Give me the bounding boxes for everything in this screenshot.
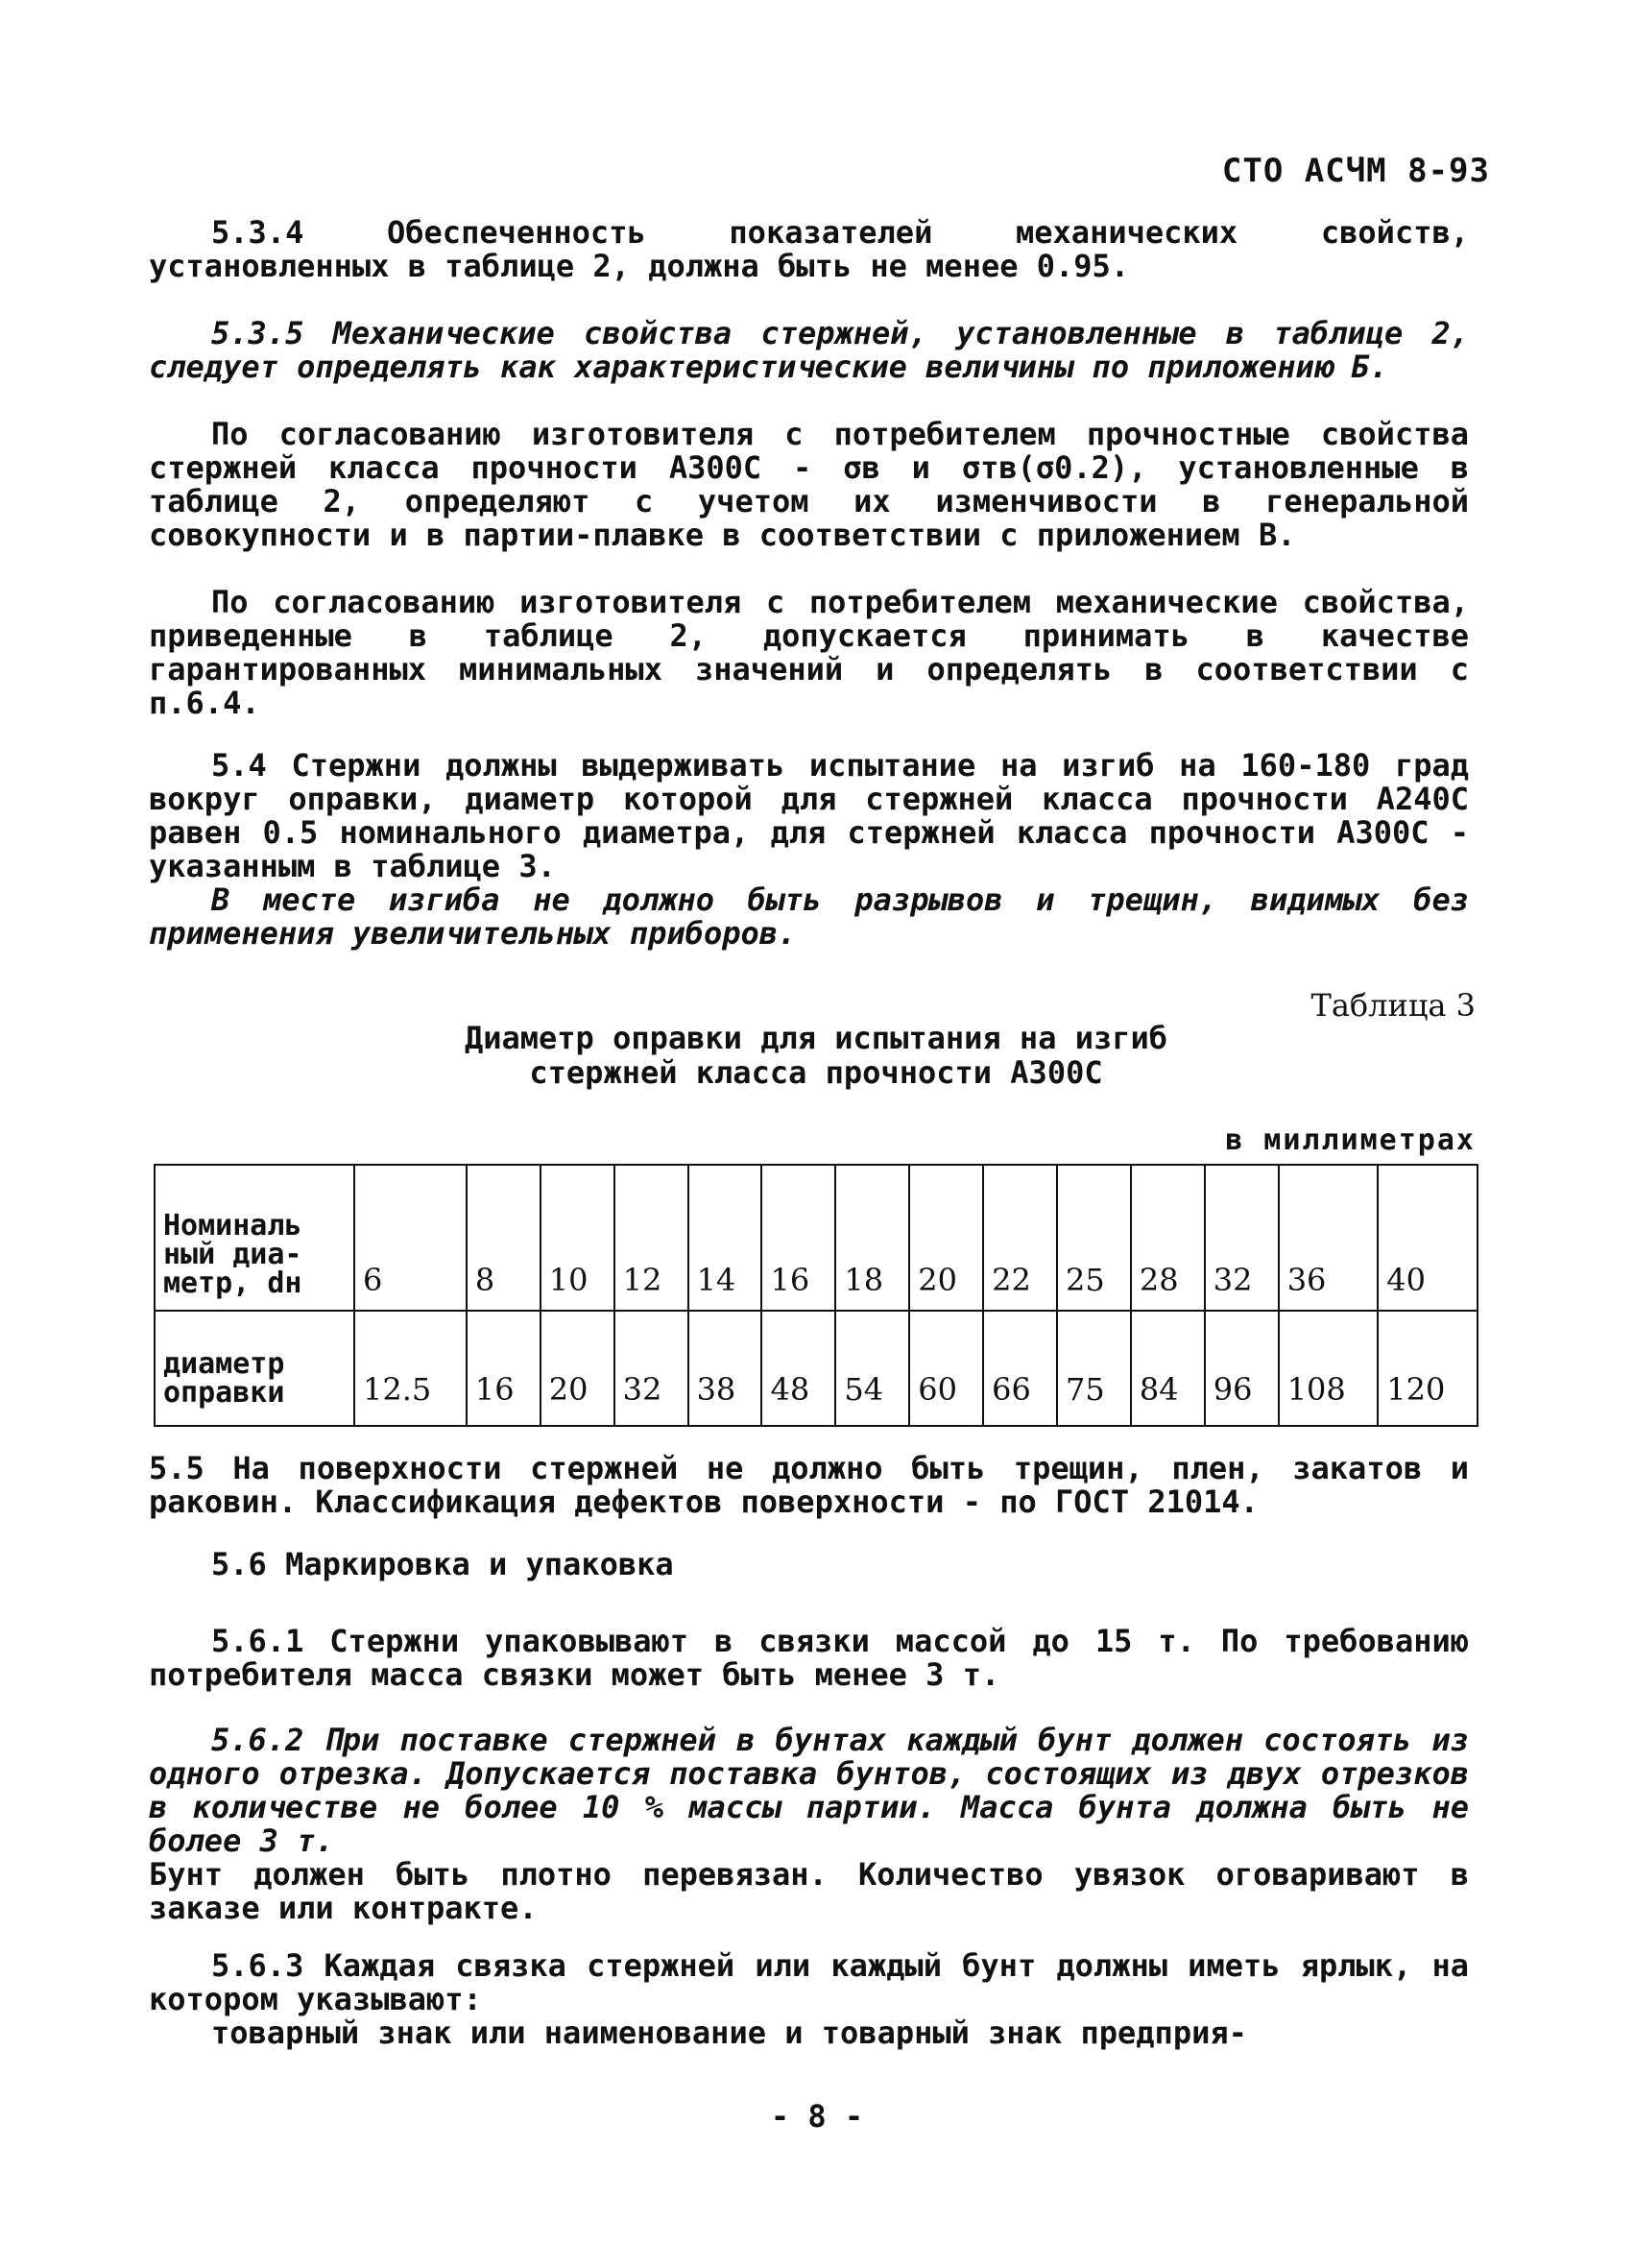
paragraph-5-5: 5.5 На поверхности стержней не должно быть трещин, плен, закатов и раковин. Классификация дефектов поверхности - по ГОСТ 21014.: [149, 1450, 1469, 1520]
paragraph-5-6-2: 5.6.2 При поставке стержней в бунтах каждый бунт должен состоять из одного отрезка. Допускается поставка бунтов, состоящих из двух отрезков в количестве не более 10 % массы партии. Масса бунта должна быть не более 3 т.: [149, 1722, 1469, 1859]
paragraph-5-4: 5.4 Стержни должны выдерживать испытание на изгиб на 160-180 град вокруг оправки, диаметр которой для стержней класса прочности А240С равен 0.5 номинального диаметра, для стержней класса прочности А300С - указанным в таблице 3.: [149, 747, 1469, 884]
table-cell: 108: [1279, 1311, 1379, 1426]
paragraph-5-6-2-binding: Бунт должен быть плотно перевязан. Количество увязок оговаривают в заказе или контракте.: [149, 1856, 1469, 1926]
table-cell: 32: [614, 1311, 688, 1426]
paragraph-5-3-5-strength: По согласованию изготовителя с потребителем прочностные свойства стержней класса прочности А300С - σв и σтв(σ0.2), установленные в таблице 2, определяют с учетом их изменчивости в генеральной совокупности и в партии-плавке в соответствии с приложением В.: [149, 416, 1469, 553]
section-heading-5-6: 5.6 Маркировка и упаковка: [211, 1546, 674, 1582]
table-cell: 12: [614, 1165, 688, 1311]
paragraph-5-4-bend: В месте изгиба не должно быть разрывов и трещин, видимых без применения увеличительных приборов.: [149, 881, 1469, 952]
table-cell: 96: [1205, 1311, 1279, 1426]
paragraph-5-3-5-minimum: По согласованию изготовителя с потребителем механические свойства, приведенные в таблице 2, допускается принимать в качестве гарантированных минимальных значений и определять в соответствии с п.6.4.: [149, 584, 1469, 721]
table-cell: 16: [761, 1165, 835, 1311]
table-cell: 20: [909, 1165, 983, 1311]
table-title: Диаметр оправки для испытания на изгиб стержней класса прочности А300С: [464, 1020, 1168, 1091]
table-cell: 10: [541, 1165, 614, 1311]
table-cell: 12.5: [354, 1311, 467, 1426]
table-cell: 84: [1131, 1311, 1205, 1426]
paragraph-5-3-5: 5.3.5 Механические свойства стержней, установленные в таблице 2, следует определять как характеристические величины по приложению Б.: [149, 315, 1469, 385]
table-cell: 38: [688, 1311, 762, 1426]
row-label-nominal: Номиналь ный диа- метр, dн: [155, 1165, 354, 1311]
table-cell: 18: [835, 1165, 909, 1311]
table-cell: 36: [1279, 1165, 1379, 1311]
table-cell: 16: [467, 1311, 541, 1426]
table-units: в миллиметрах: [1225, 1123, 1476, 1157]
table-cell: 6: [354, 1165, 467, 1311]
table-cell: 28: [1131, 1165, 1205, 1311]
table-row-nominal: [155, 1165, 1478, 1311]
paragraph-5-6-3: 5.6.3 Каждая связка стержней или каждый бунт должны иметь ярлык, на котором указывают:: [149, 1947, 1469, 2017]
table-caption: Таблица 3: [1310, 987, 1476, 1024]
table-cell: 8: [467, 1165, 541, 1311]
table-cell: 32: [1205, 1165, 1279, 1311]
paragraph-5-3-4: 5.3.4 Обеспеченность показателей механических свойств, установленных в таблице 2, должна быть не менее 0.95.: [149, 214, 1469, 284]
row-label-mandrel: диаметр оправки: [155, 1311, 354, 1426]
page-number: - 8 -: [770, 2098, 864, 2135]
document-code: СТО АСЧМ 8-93: [1221, 152, 1490, 190]
table-cell: 40: [1378, 1165, 1478, 1311]
table-cell: 75: [1057, 1311, 1131, 1426]
table-cell: 22: [983, 1165, 1057, 1311]
table-cell: 14: [688, 1165, 762, 1311]
table-cell: 66: [983, 1311, 1057, 1426]
table-row-mandrel: [155, 1311, 1478, 1426]
paragraph-5-6-1: 5.6.1 Стержни упаковывают в связки массой до 15 т. По требованию потребителя масса связки может быть менее 3 т.: [149, 1623, 1469, 1693]
mandrel-diameter-table: [154, 1164, 1478, 1427]
table-cell: 25: [1057, 1165, 1131, 1311]
table-cell: 120: [1378, 1311, 1478, 1426]
table-cell: 20: [541, 1311, 614, 1426]
paragraph-5-6-3-item: товарный знак или наименование и товарный знак предприя-: [211, 2015, 1247, 2051]
table-cell: 60: [909, 1311, 983, 1426]
table-cell: 48: [761, 1311, 835, 1426]
table-cell: 54: [835, 1311, 909, 1426]
